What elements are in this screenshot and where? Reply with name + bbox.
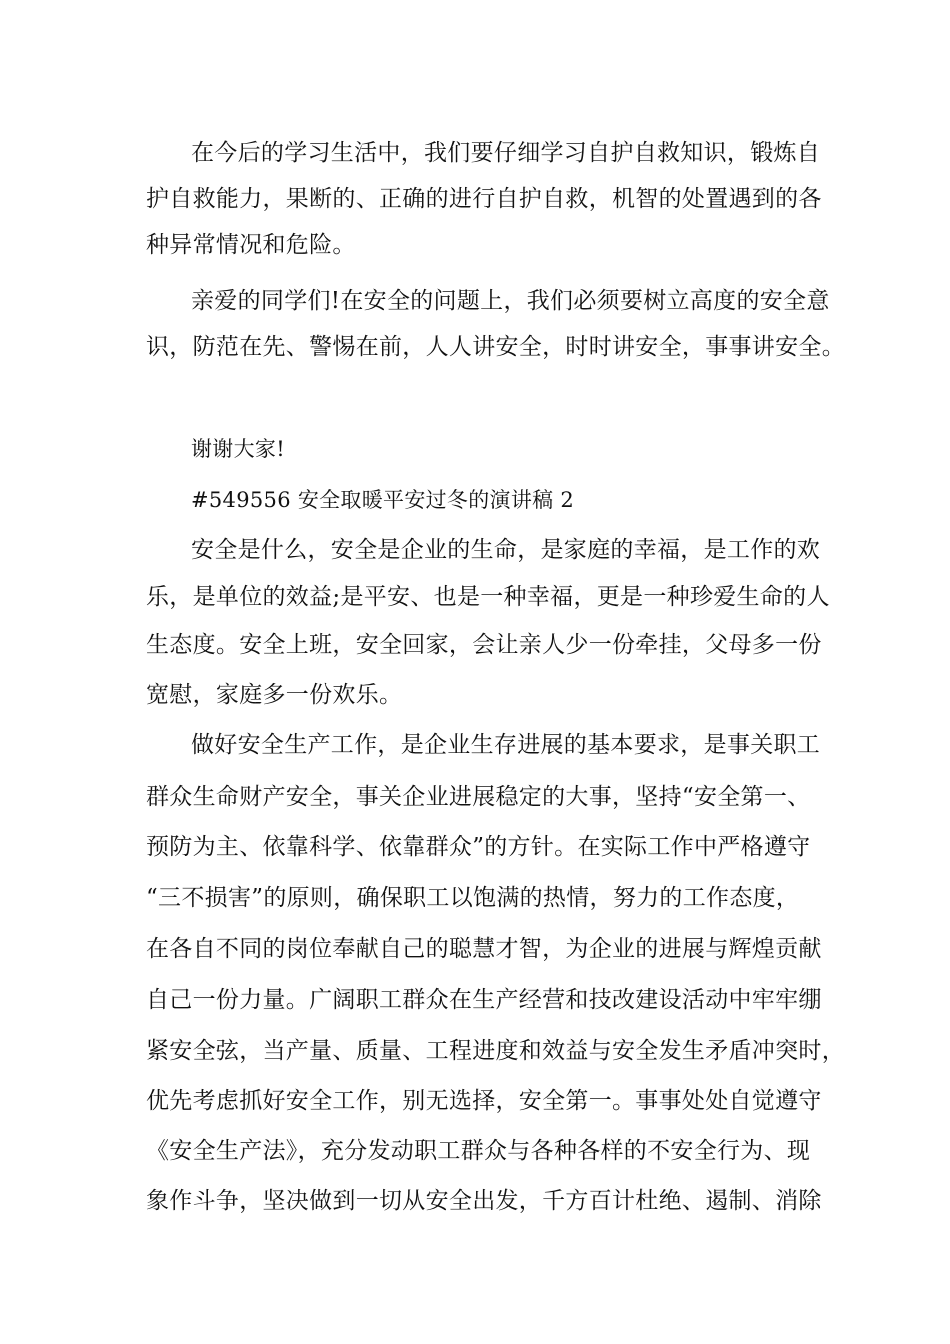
paragraph-line: 安全是什么，安全是企业的生命，是家庭的幸福，是工作的欢 <box>191 537 821 563</box>
paragraph-line: 紧安全弦，当产量、质量、工程进度和效益与安全发生矛盾冲突时， <box>146 1038 845 1064</box>
paragraph-line: 护自救能力，果断的、正确的进行自护自救，机智的处置遇到的各 <box>146 186 822 212</box>
paragraph-line: 识，防范在先、警惕在前，人人讲安全，时时讲安全，事事讲安全。 <box>146 334 845 360</box>
paragraph-line: 优先考虑抓好安全工作，别无选择，安全第一。事事处处自觉遵守 <box>146 1088 822 1114</box>
paragraph-line: 乐，是单位的效益;是平安、也是一种幸福，更是一种珍爱生命的人 <box>146 584 830 610</box>
paragraph-line: 在今后的学习生活中，我们要仔细学习自护自救知识，锻炼自 <box>191 140 821 166</box>
paragraph-line: 预防为主、依靠科学、依靠群众”的方针。在实际工作中严格遵守 <box>146 834 811 860</box>
paragraph-line: 宽慰，家庭多一份欢乐。 <box>146 682 403 708</box>
paragraph-line: 亲爱的同学们!在安全的问题上，我们必须要树立高度的安全意 <box>191 288 830 314</box>
paragraph-line: 种异常情况和危险。 <box>146 232 356 258</box>
paragraph-line: 做好安全生产工作，是企业生存进展的基本要求，是事关职工 <box>191 732 821 758</box>
closing-line: 谢谢大家! <box>191 437 285 461</box>
paragraph-line: 象作斗争，坚决做到一切从安全出发，千方百计杜绝、遏制、消除 <box>146 1188 822 1214</box>
paragraph-line: 在各自不同的岗位奉献自己的聪慧才智，为企业的进展与辉煌贡献 <box>146 936 822 962</box>
paragraph-line: 自己一份力量。广阔职工群众在生产经营和技改建设活动中牢牢绷 <box>146 987 822 1013</box>
paragraph-line: 生态度。安全上班，安全回家，会让亲人少一份牵挂，父母多一份 <box>146 632 822 658</box>
section-title: #549556 安全取暖平安过冬的演讲稿 2 <box>191 488 575 512</box>
paragraph-line: “三不损害”的原则，确保职工以饱满的热情，努力的工作态度， <box>146 885 800 911</box>
paragraph-line: 《安全生产法》，充分发动职工群众与各种各样的不安全行为、现 <box>146 1138 811 1164</box>
paragraph-line: 群众生命财产安全，事关企业进展稳定的大事，坚持“安全第一、 <box>146 784 811 810</box>
